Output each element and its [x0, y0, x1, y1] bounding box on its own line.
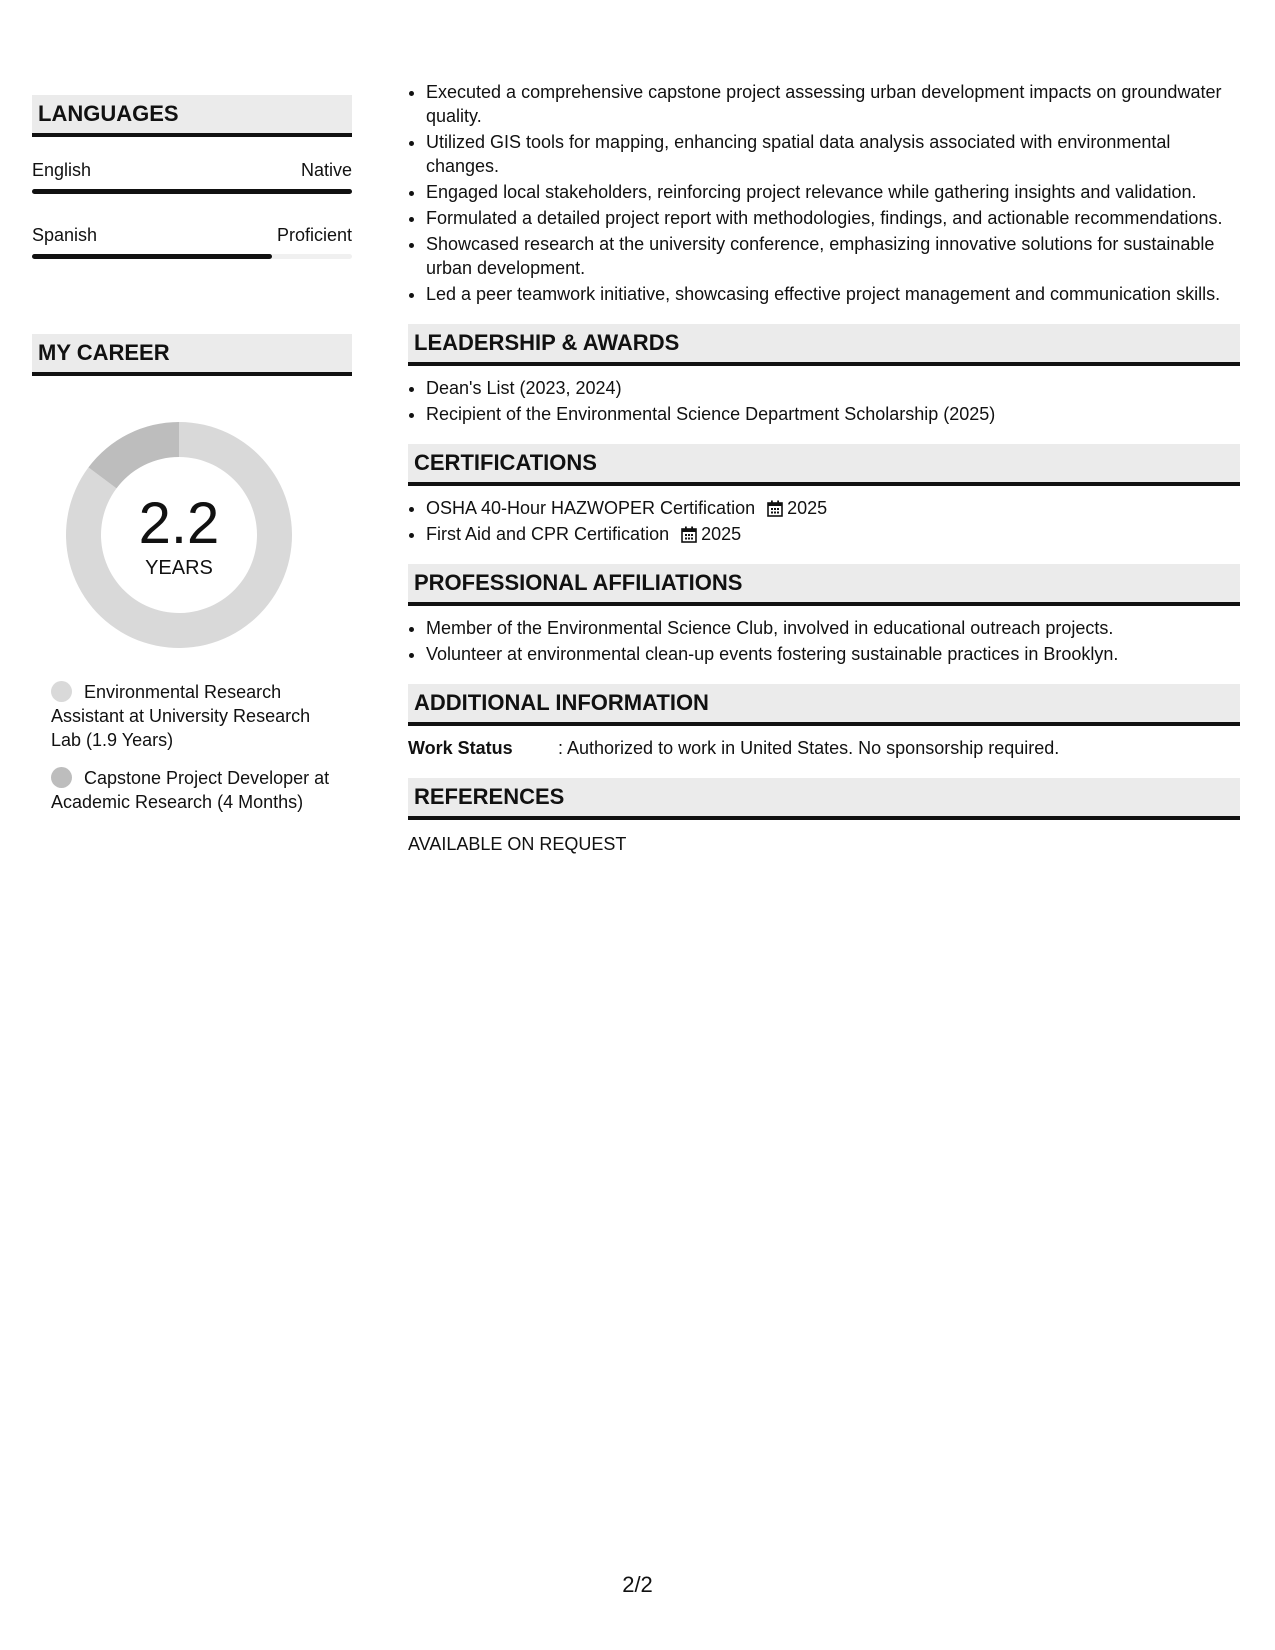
project-bullet-list: [408, 80, 1240, 306]
list-item: • Dean's List (2023, 2024): [426, 376, 1240, 400]
language-item-english: [32, 159, 352, 194]
additional-info-heading: ADDITIONAL INFORMATION: [408, 684, 1240, 726]
affiliations-heading: PROFESSIONAL AFFILIATIONS: [408, 564, 1240, 606]
work-status-label: Work Status: [408, 738, 513, 758]
certification-name: First Aid and CPR Certification: [426, 524, 670, 544]
left-column: [32, 95, 352, 828]
certification-year: 2025: [701, 524, 742, 544]
career-heading: MY CAREER: [32, 334, 352, 376]
certifications-heading: CERTIFICATIONS: [408, 444, 1240, 486]
legend-dot-icon: [51, 681, 72, 702]
certification-name: OSHA 40-Hour HAZWOPER Certification: [426, 498, 756, 518]
right-column: [408, 80, 1240, 856]
list-item: • Recipient of the Environmental Science Department Scholarship (2025): [426, 402, 1240, 426]
references-text: AVAILABLE ON REQUEST: [408, 834, 627, 854]
certification-item: [426, 496, 1240, 520]
career-legend-item: [51, 766, 341, 814]
work-status-value: : Authorized to work in United States. No sponsorship required.: [558, 738, 1060, 758]
list-item: • Member of the Environmental Science Club, involved in educational outreach projects.: [426, 616, 1240, 640]
list-item: • Led a peer teamwork initiative, showcasing effective project management and communication skills.: [426, 282, 1240, 306]
language-level: Native: [300, 160, 352, 180]
certification-item: [426, 522, 1240, 546]
language-name: English: [32, 160, 92, 180]
page-number: 2/2: [622, 1572, 653, 1597]
leadership-list: [408, 376, 1240, 426]
list-item: • Engaged local stakeholders, reinforcing project relevance while gathering insights and validation.: [426, 180, 1240, 204]
language-proficiency-bar: [32, 254, 352, 259]
certifications-list: [408, 496, 1240, 546]
list-item: • Executed a comprehensive capstone project assessing urban development impacts on groundwater quality.: [426, 80, 1240, 128]
legend-dot-icon: [51, 767, 72, 788]
language-proficiency-fill: [32, 189, 352, 194]
language-name: Spanish: [32, 225, 98, 245]
calendar-icon: [767, 500, 783, 517]
career-legend-label: Capstone Project Developer at Academic Research (4 Months): [51, 768, 330, 812]
calendar-icon: [681, 526, 697, 543]
languages-heading: LANGUAGES: [32, 95, 352, 137]
affiliations-list: [408, 616, 1240, 666]
career-total-unit: YEARS: [145, 557, 213, 579]
list-item: • Utilized GIS tools for mapping, enhancing spatial data analysis associated with environmental changes.: [426, 130, 1240, 178]
list-item: • Volunteer at environmental clean-up events fostering sustainable practices in Brooklyn.: [426, 642, 1240, 666]
language-proficiency-fill: [32, 254, 272, 259]
career-legend-item: [51, 680, 341, 752]
references-heading: REFERENCES: [408, 778, 1240, 820]
list-item: • Formulated a detailed project report with methodologies, findings, and actionable recommendations.: [426, 206, 1240, 230]
language-level: Proficient: [276, 225, 352, 245]
certification-year: 2025: [787, 498, 828, 518]
work-status-row: [408, 736, 1240, 760]
leadership-heading: LEADERSHIP & AWARDS: [408, 324, 1240, 366]
list-item: • Showcased research at the university conference, emphasizing innovative solutions for sustainable urban development.: [426, 232, 1240, 280]
career-legend-label: Environmental Research Assistant at University Research Lab (1.9 Years): [51, 682, 311, 750]
career-donut-chart: [64, 420, 294, 650]
language-proficiency-bar: [32, 189, 352, 194]
language-item-spanish: [32, 224, 352, 259]
career-total-years: 2.2: [138, 491, 220, 556]
career-legend: [51, 680, 341, 814]
